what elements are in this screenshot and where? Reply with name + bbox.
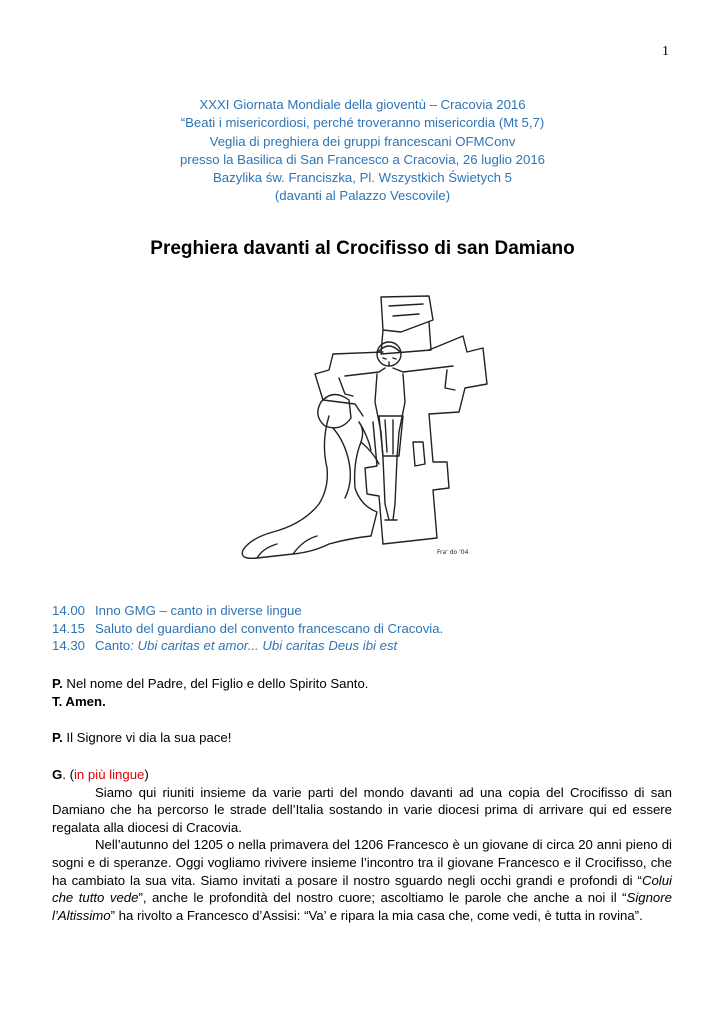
priest-text: Nel nome del Padre, del Figlio e dello Spirito Santo.: [62, 676, 369, 691]
header-line: XXXI Giornata Mondiale della gioventù – Cracovia 2016: [199, 97, 526, 112]
event-header: [0, 96, 725, 206]
schedule-time: 14.30: [52, 638, 86, 653]
schedule-time: 14.15: [52, 620, 86, 636]
header-line: Veglia di preghiera dei gruppi francescani OFMConv: [209, 133, 516, 149]
guide-note: in più lingue: [74, 767, 145, 782]
paragraph: Siamo qui riuniti insieme da varie parti del mondo davanti ad una copia del Crocifisso di san Damiano che ha percorso le strade dell’Italia sostando in varie diocesi prima di arrivare qui ed essere regalata alla diocesi di Cracovia.: [52, 784, 672, 835]
header-line: “Beati i misericordiosi, perché troveranno misericordia (Mt 5,7): [180, 115, 545, 131]
opening-exchange: [52, 675, 672, 710]
guide-close: ): [144, 767, 149, 782]
paragraph-text: Nell’autunno del 1205 o nella primavera del 1206 Francesco è un giovane di circa 20 anni pieno di sogni e di speranze. Oggi vogliamo rivivere insieme l’incontro tra il giovane Francesco e il Crocifisso, che ha cambiato la sua vita. Siamo invitati a posare il nostro sguardo negli occhi grandi e profondi di “: [52, 837, 672, 888]
schedule-text: Saluto del guardiano del convento francescano di Cracovia.: [95, 620, 444, 636]
header-line: presso la Basilica di San Francesco a Cracovia, 26 luglio 2016: [179, 151, 546, 167]
schedule-item: [52, 620, 443, 638]
paragraph-italic: Signore l’Altissimo: [52, 890, 672, 923]
schedule-song-title: : Ubi caritas et amor... Ubi caritas Deus ibi est: [130, 638, 398, 653]
paragraph-italic: Colui che tutto vede: [52, 872, 672, 906]
page-number: 1: [662, 44, 669, 59]
paragraph-text: ”, anche le profondità del nostro cuore; ascoltiamo le parole che anche a noi il “: [138, 890, 627, 906]
guide-sep: . (: [62, 767, 74, 782]
schedule-time: 14.00: [52, 603, 86, 618]
response-line: T. Amen.: [52, 693, 106, 709]
guide-label: G: [52, 767, 63, 782]
schedule-item: [52, 602, 443, 620]
guide-line: [52, 766, 672, 784]
priest-text: Il Signore vi dia la sua pace!: [62, 730, 232, 745]
schedule-list: [52, 602, 443, 655]
schedule-item: [52, 637, 443, 655]
header-line: (davanti al Palazzo Vescovile): [274, 188, 451, 204]
signature-text: Fra' do '04: [437, 549, 469, 556]
crucifix-drawing-icon: [233, 292, 495, 564]
peace-exchange: [52, 729, 672, 747]
schedule-text: Inno GMG – canto in diverse lingue: [95, 603, 302, 618]
guide-section: [52, 766, 672, 924]
priest-label: P.: [52, 730, 63, 745]
header-line: Bazylika św. Franciszka, Pl. Wszystkich Świetych 5: [213, 170, 512, 186]
schedule-text: Canto: [95, 638, 131, 653]
priest-label: P.: [52, 676, 63, 691]
priest-line: [52, 729, 672, 747]
page-title: Preghiera davanti al Crocifisso di san Damiano: [150, 238, 575, 259]
priest-line: [52, 675, 672, 693]
paragraph-text: ” ha rivolto a Francesco d’Assisi: “Va’ e ripara la mia casa che, come vedi, è tutta in rovina”.: [110, 907, 643, 923]
paragraph: [52, 836, 672, 924]
